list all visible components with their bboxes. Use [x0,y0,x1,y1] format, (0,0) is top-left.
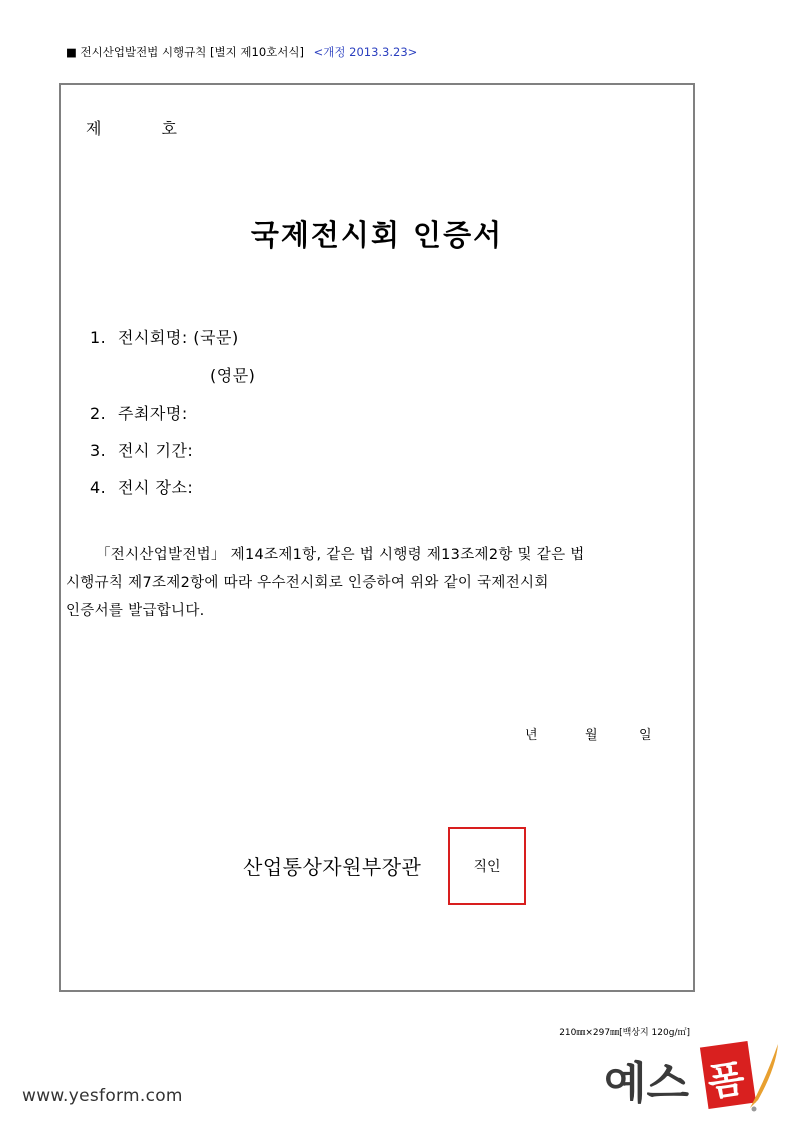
law-reference: 전시산업발전법 시행규칙 [별지 제10호서식] [80,45,304,59]
logo-text-left: 예스 [604,1058,690,1109]
official-seal [448,827,526,905]
item-exhibition-name [90,325,239,348]
item-number: 4. [90,478,107,497]
item-organizer [90,401,188,424]
body-line: 「전시산업발전법」 제14조제1항, 같은 법 시행령 제13조제2항 및 같은 법 [96,547,585,563]
certificate-body [66,541,688,625]
document-number [86,116,177,139]
item-venue [90,475,193,498]
item-number: 2. [90,404,107,423]
revision-note: <개정 2013.3.23> [313,45,418,59]
ink-dot-icon [752,1107,757,1112]
date-year: 년 [525,728,538,743]
item-label: 전시 장소: [118,478,194,497]
item-label: (영문) [210,366,256,385]
date-day: 일 [639,728,652,743]
item-period [90,438,193,461]
seal-label: 직인 [473,859,501,875]
site-url[interactable]: www.yesform.com [22,1086,183,1106]
date-month: 월 [585,728,598,743]
paper-spec: 210㎜×297㎜[백상지 120g/㎡] [559,1028,690,1038]
doc-no-suffix: 호 [161,119,177,138]
certificate-title: 국제전시회 인증서 [250,218,504,252]
issuer-name: 산업통상자원부장관 [243,855,422,879]
certificate-form [59,83,695,992]
form-header [66,44,417,60]
logo-text-right: 폼 [704,1055,748,1105]
header-bullet: ■ [66,45,77,59]
item-label: 주최자명: [118,404,188,423]
item-exhibition-name-english [210,363,255,386]
item-number: 1. [90,328,107,347]
doc-no-prefix: 제 [86,119,102,138]
item-number: 3. [90,441,107,460]
body-line: 시행규칙 제7조제2항에 따라 우수전시회로 인증하여 위와 같이 국제전시회 [66,575,549,591]
item-label: 전시회명: (국문) [118,328,239,347]
yesform-logo [600,1038,782,1113]
body-line: 인증서를 발급합니다. [66,603,205,619]
item-label: 전시 기간: [118,441,194,460]
